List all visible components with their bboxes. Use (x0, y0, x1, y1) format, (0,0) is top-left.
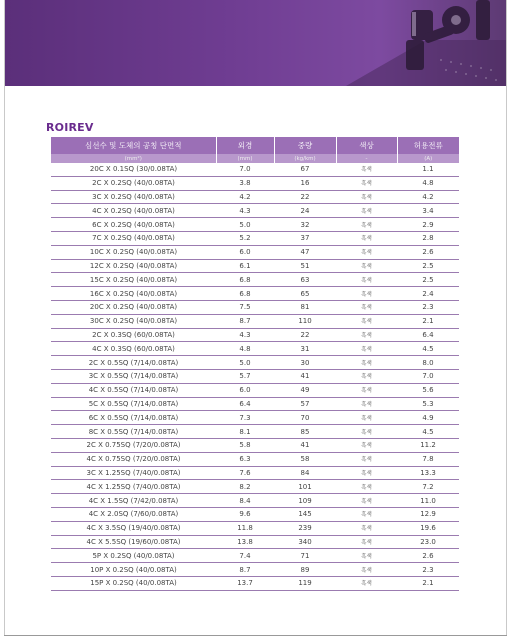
cell-cross-section: 8C X 0.5SQ (7/14/0.08TA) (51, 425, 216, 439)
cell-color: 흑색 (336, 190, 397, 204)
cell-allowable-current: 4.5 (397, 425, 459, 439)
cell-weight: 58 (274, 452, 336, 466)
cell-weight: 16 (274, 176, 336, 190)
cell-allowable-current: 2.3 (397, 300, 459, 314)
table-row (51, 342, 459, 356)
cell-outer-diameter: 7.6 (216, 466, 274, 480)
cell-color: 흑색 (336, 535, 397, 549)
cell-cross-section: 5C X 0.5SQ (7/14/0.08TA) (51, 397, 216, 411)
cell-cross-section: 6C X 0.2SQ (40/0.08TA) (51, 218, 216, 232)
spec-table (51, 137, 459, 591)
cell-weight: 101 (274, 480, 336, 494)
cell-color: 흑색 (336, 259, 397, 273)
unit-allowable-current: (A) (397, 154, 459, 163)
table-row (51, 383, 459, 397)
cell-cross-section: 12C X 0.2SQ (40/0.08TA) (51, 259, 216, 273)
table-row (51, 397, 459, 411)
cell-allowable-current: 5.6 (397, 383, 459, 397)
table-row (51, 245, 459, 259)
cell-outer-diameter: 7.3 (216, 411, 274, 425)
units-row (51, 154, 459, 163)
cell-allowable-current: 11.2 (397, 438, 459, 452)
cell-outer-diameter: 6.0 (216, 383, 274, 397)
cell-color: 흑색 (336, 452, 397, 466)
cell-weight: 109 (274, 494, 336, 508)
cell-color: 흑색 (336, 507, 397, 521)
unit-color: - (336, 154, 397, 163)
table-row (51, 480, 459, 494)
cell-outer-diameter: 13.7 (216, 576, 274, 590)
cell-color: 흑색 (336, 411, 397, 425)
cell-cross-section: 7C X 0.2SQ (40/0.08TA) (51, 231, 216, 245)
cell-allowable-current: 2.6 (397, 549, 459, 563)
cell-allowable-current: 2.9 (397, 218, 459, 232)
cell-color: 흑색 (336, 494, 397, 508)
cell-outer-diameter: 4.2 (216, 190, 274, 204)
table-row (51, 563, 459, 577)
cell-cross-section: 4C X 0.3SQ (60/0.08TA) (51, 342, 216, 356)
cell-weight: 119 (274, 576, 336, 590)
table-row (51, 287, 459, 301)
table-row (51, 176, 459, 190)
cell-outer-diameter: 5.7 (216, 369, 274, 383)
cell-weight: 239 (274, 521, 336, 535)
cell-cross-section: 15P X 0.2SQ (40/0.08TA) (51, 576, 216, 590)
table-row (51, 328, 459, 342)
table-row (51, 314, 459, 328)
cell-weight: 24 (274, 204, 336, 218)
cell-color: 흑색 (336, 369, 397, 383)
cell-weight: 41 (274, 438, 336, 452)
cell-color: 흑색 (336, 356, 397, 370)
cell-allowable-current: 4.5 (397, 342, 459, 356)
cell-outer-diameter: 4.8 (216, 342, 274, 356)
cell-color: 흑색 (336, 466, 397, 480)
cell-cross-section: 20C X 0.2SQ (40/0.08TA) (51, 300, 216, 314)
cell-cross-section: 30C X 0.2SQ (40/0.08TA) (51, 314, 216, 328)
header-row (51, 137, 459, 154)
cell-cross-section: 10P X 0.2SQ (40/0.08TA) (51, 563, 216, 577)
table-row (51, 369, 459, 383)
cell-cross-section: 15C X 0.2SQ (40/0.08TA) (51, 273, 216, 287)
cell-weight: 32 (274, 218, 336, 232)
cell-allowable-current: 7.2 (397, 480, 459, 494)
cell-weight: 30 (274, 356, 336, 370)
unit-cross-section: (mm²) (51, 154, 216, 163)
cell-color: 흑색 (336, 383, 397, 397)
table-row (51, 466, 459, 480)
header-weight: 중량 (274, 137, 336, 154)
robot-arm-photo-icon (306, 0, 506, 86)
cell-color: 흑색 (336, 549, 397, 563)
cell-allowable-current: 4.2 (397, 190, 459, 204)
cell-weight: 49 (274, 383, 336, 397)
cell-outer-diameter: 6.3 (216, 452, 274, 466)
cell-color: 흑색 (336, 328, 397, 342)
cell-color: 흑색 (336, 397, 397, 411)
table-row (51, 356, 459, 370)
cell-weight: 41 (274, 369, 336, 383)
cell-outer-diameter: 5.0 (216, 356, 274, 370)
cell-cross-section: 4C X 0.2SQ (40/0.08TA) (51, 204, 216, 218)
cell-allowable-current: 2.1 (397, 314, 459, 328)
table-row (51, 190, 459, 204)
cell-cross-section: 16C X 0.2SQ (40/0.08TA) (51, 287, 216, 301)
cell-color: 흑색 (336, 204, 397, 218)
cell-color: 흑색 (336, 342, 397, 356)
cell-allowable-current: 2.5 (397, 273, 459, 287)
cell-cross-section: 3C X 0.5SQ (7/14/0.08TA) (51, 369, 216, 383)
table-row (51, 300, 459, 314)
cell-outer-diameter: 8.2 (216, 480, 274, 494)
cell-outer-diameter: 13.8 (216, 535, 274, 549)
table-row (51, 576, 459, 590)
header-cross-section: 심선수 및 도체의 공칭 단면적 (51, 137, 216, 154)
cell-outer-diameter: 9.6 (216, 507, 274, 521)
cell-weight: 71 (274, 549, 336, 563)
cell-cross-section: 4C X 1.25SQ (7/40/0.08TA) (51, 480, 216, 494)
table-row (51, 494, 459, 508)
cell-cross-section: 4C X 1.5SQ (7/42/0.08TA) (51, 494, 216, 508)
table-row (51, 535, 459, 549)
cell-weight: 63 (274, 273, 336, 287)
header-color: 색상 (336, 137, 397, 154)
cell-cross-section: 6C X 0.5SQ (7/14/0.08TA) (51, 411, 216, 425)
cell-color: 흑색 (336, 425, 397, 439)
cell-outer-diameter: 6.0 (216, 245, 274, 259)
cell-allowable-current: 6.4 (397, 328, 459, 342)
cell-outer-diameter: 11.8 (216, 521, 274, 535)
unit-outer-diameter: (mm) (216, 154, 274, 163)
cell-color: 흑색 (336, 287, 397, 301)
cell-weight: 31 (274, 342, 336, 356)
cell-outer-diameter: 7.4 (216, 549, 274, 563)
cell-weight: 89 (274, 563, 336, 577)
cell-outer-diameter: 5.8 (216, 438, 274, 452)
cell-color: 흑색 (336, 300, 397, 314)
cell-cross-section: 4C X 3.5SQ (19/40/0.08TA) (51, 521, 216, 535)
cell-color: 흑색 (336, 176, 397, 190)
cell-outer-diameter: 8.4 (216, 494, 274, 508)
cell-allowable-current: 4.9 (397, 411, 459, 425)
cell-allowable-current: 12.9 (397, 507, 459, 521)
cell-allowable-current: 19.6 (397, 521, 459, 535)
cell-allowable-current: 2.6 (397, 245, 459, 259)
cell-weight: 85 (274, 425, 336, 439)
cell-allowable-current: 2.8 (397, 231, 459, 245)
cell-cross-section: 5P X 0.2SQ (40/0.08TA) (51, 549, 216, 563)
cell-cross-section: 20C X 0.1SQ (30/0.08TA) (51, 163, 216, 176)
cell-outer-diameter: 6.8 (216, 287, 274, 301)
cell-cross-section: 3C X 0.2SQ (40/0.08TA) (51, 190, 216, 204)
cell-weight: 84 (274, 466, 336, 480)
cell-outer-diameter: 8.7 (216, 314, 274, 328)
table-row (51, 259, 459, 273)
cell-allowable-current: 3.4 (397, 204, 459, 218)
cell-outer-diameter: 7.0 (216, 163, 274, 176)
cell-color: 흑색 (336, 576, 397, 590)
cell-allowable-current: 2.4 (397, 287, 459, 301)
cell-color: 흑색 (336, 314, 397, 328)
section-title: ROIREV (46, 121, 94, 134)
table-row (51, 218, 459, 232)
cell-outer-diameter: 4.3 (216, 204, 274, 218)
cell-color: 흑색 (336, 438, 397, 452)
cell-weight: 70 (274, 411, 336, 425)
cell-color: 흑색 (336, 521, 397, 535)
cell-outer-diameter: 7.5 (216, 300, 274, 314)
table-row (51, 231, 459, 245)
cell-allowable-current: 2.3 (397, 563, 459, 577)
table-row (51, 411, 459, 425)
cell-weight: 145 (274, 507, 336, 521)
cell-outer-diameter: 3.8 (216, 176, 274, 190)
header-outer-diameter: 외경 (216, 137, 274, 154)
cell-outer-diameter: 5.2 (216, 231, 274, 245)
cell-allowable-current: 8.0 (397, 356, 459, 370)
cell-weight: 110 (274, 314, 336, 328)
cell-cross-section: 4C X 5.5SQ (19/60/0.08TA) (51, 535, 216, 549)
table-row (51, 425, 459, 439)
cell-weight: 47 (274, 245, 336, 259)
cell-allowable-current: 2.5 (397, 259, 459, 273)
cell-allowable-current: 11.0 (397, 494, 459, 508)
cell-cross-section: 2C X 0.2SQ (40/0.08TA) (51, 176, 216, 190)
table-row (51, 521, 459, 535)
cell-color: 흑색 (336, 218, 397, 232)
table-row (51, 549, 459, 563)
table-row (51, 452, 459, 466)
cell-weight: 81 (274, 300, 336, 314)
cell-allowable-current: 1.1 (397, 163, 459, 176)
cell-color: 흑색 (336, 563, 397, 577)
cell-allowable-current: 2.1 (397, 576, 459, 590)
cell-color: 흑색 (336, 480, 397, 494)
cell-outer-diameter: 5.0 (216, 218, 274, 232)
cell-color: 흑색 (336, 245, 397, 259)
table-row (51, 507, 459, 521)
cell-cross-section: 10C X 0.2SQ (40/0.08TA) (51, 245, 216, 259)
cell-cross-section: 4C X 0.5SQ (7/14/0.08TA) (51, 383, 216, 397)
cell-allowable-current: 7.8 (397, 452, 459, 466)
header-allowable-current: 허용전류 (397, 137, 459, 154)
header-banner (5, 0, 506, 86)
cell-outer-diameter: 8.1 (216, 425, 274, 439)
cell-allowable-current: 23.0 (397, 535, 459, 549)
cell-outer-diameter: 6.4 (216, 397, 274, 411)
cell-allowable-current: 13.3 (397, 466, 459, 480)
cell-cross-section: 2C X 0.5SQ (7/14/0.08TA) (51, 356, 216, 370)
table-row (51, 438, 459, 452)
table-row (51, 163, 459, 176)
cell-weight: 22 (274, 190, 336, 204)
cell-color: 흑색 (336, 231, 397, 245)
cell-cross-section: 2C X 0.75SQ (7/20/0.08TA) (51, 438, 216, 452)
cell-weight: 37 (274, 231, 336, 245)
cell-outer-diameter: 4.3 (216, 328, 274, 342)
cell-cross-section: 4C X 2.0SQ (7/60/0.08TA) (51, 507, 216, 521)
cell-cross-section: 4C X 0.75SQ (7/20/0.08TA) (51, 452, 216, 466)
cell-outer-diameter: 6.1 (216, 259, 274, 273)
cell-weight: 340 (274, 535, 336, 549)
cell-allowable-current: 5.3 (397, 397, 459, 411)
cell-outer-diameter: 6.8 (216, 273, 274, 287)
cell-weight: 67 (274, 163, 336, 176)
cell-weight: 51 (274, 259, 336, 273)
cell-color: 흑색 (336, 163, 397, 176)
cell-weight: 57 (274, 397, 336, 411)
cell-color: 흑색 (336, 273, 397, 287)
table-row (51, 204, 459, 218)
cell-weight: 22 (274, 328, 336, 342)
cell-allowable-current: 4.8 (397, 176, 459, 190)
unit-weight: (kg/km) (274, 154, 336, 163)
table-row (51, 273, 459, 287)
bottom-rule (4, 635, 507, 636)
cell-outer-diameter: 8.7 (216, 563, 274, 577)
cell-cross-section: 3C X 1.25SQ (7/40/0.08TA) (51, 466, 216, 480)
cell-cross-section: 2C X 0.3SQ (60/0.08TA) (51, 328, 216, 342)
cell-allowable-current: 7.0 (397, 369, 459, 383)
table-body (51, 163, 459, 590)
cell-weight: 65 (274, 287, 336, 301)
